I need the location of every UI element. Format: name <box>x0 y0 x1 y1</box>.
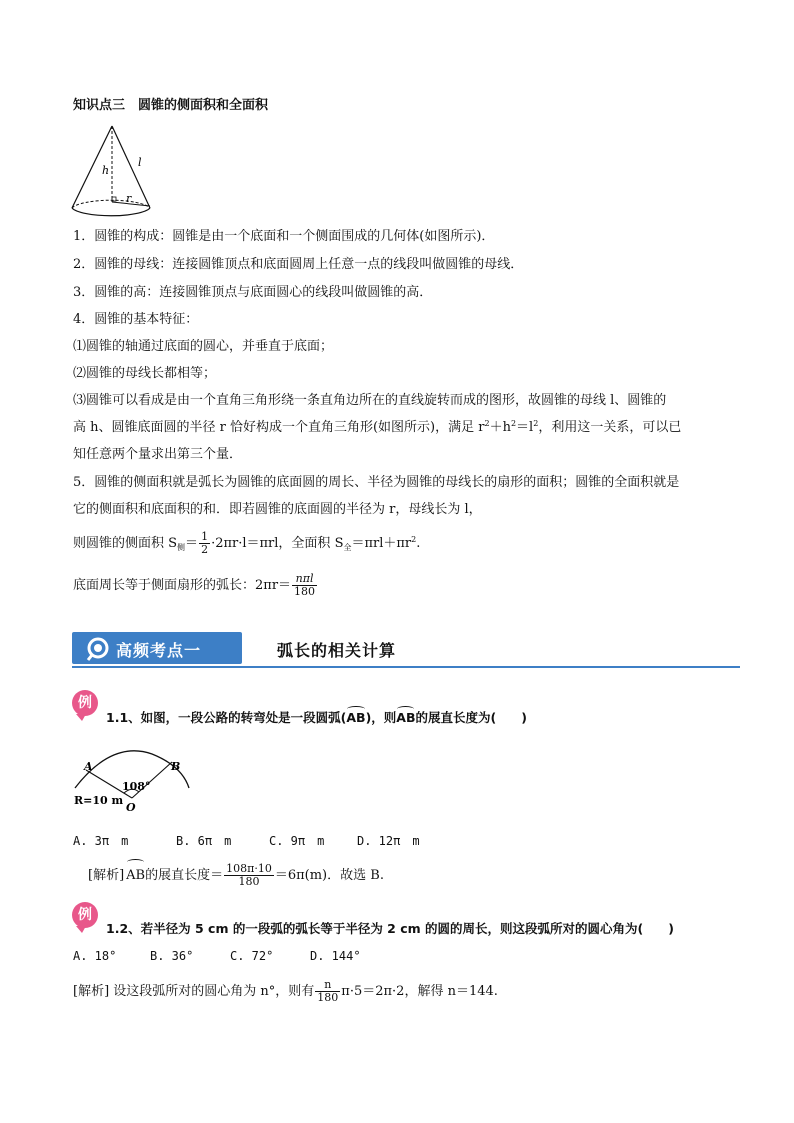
text-run: ＋h <box>489 420 511 435</box>
fraction-denominator: 180 <box>238 875 260 888</box>
banner-divider <box>72 666 740 668</box>
topic-title: 弧长的相关计算 <box>277 641 397 660</box>
arc-length-formula <box>73 572 318 600</box>
cone-base-front <box>72 208 150 216</box>
item-4: 4．圆锥的基本特征： <box>73 312 199 327</box>
example-1-question <box>106 709 527 727</box>
item-4-1: ⑴圆锥的轴通过底面的圆心，并垂直于底面； <box>73 339 334 354</box>
subscript: 侧 <box>177 543 186 552</box>
text-run: 的展直长度＝ <box>145 868 224 883</box>
text-run: ·2πr·l＝πrl，全面积 S <box>211 536 344 551</box>
text-run: ＝πrl＋πr <box>351 536 412 551</box>
example-1-option-d: D. 12π m <box>357 834 420 848</box>
text-run: 1.1、如图，一段公路的转弯处是一段圆弧( <box>106 710 347 725</box>
text-run: 高 h、圆锥底面圆的半径 r 恰好构成一个直角三角形(如图所示)，满足 r <box>73 420 485 435</box>
superscript: 2 <box>510 419 517 428</box>
example-2-option-b: B. 36° <box>150 949 194 963</box>
example-2-solution <box>73 978 498 1006</box>
cone-figure <box>68 122 158 226</box>
example-2-option-a: A. 18° <box>73 949 117 963</box>
item-5-line1: 5．圆锥的侧面积就是弧长为圆锥的底面圆的周长、半径为圆锥的母线长的扇形的面积；圆锥的全面积就是 <box>73 475 680 490</box>
item-1: 1．圆锥的构成：圆锥是由一个底面和一个侧面围成的几何体(如图所示)． <box>73 229 495 244</box>
cone-drawing <box>72 126 150 216</box>
item-2: 2．圆锥的母线：连接圆锥顶点和底面圆周上任意一点的线段叫做圆锥的母线． <box>73 257 524 272</box>
item-5-line2: 它的侧面积和底面积的和．即若圆锥的底面圆的半径为 r，母线长为 l， <box>73 502 482 517</box>
fraction-numerator: nπl <box>292 573 317 586</box>
angle-label: 108° <box>122 780 151 793</box>
text-run: [解析] 设这段弧所对的圆心角为 n°，则有 <box>73 984 315 999</box>
text-run: 2πr＝ <box>255 578 292 593</box>
magnifier-icon <box>86 636 112 662</box>
fraction-denominator: 180 <box>294 585 316 598</box>
text-run: )，则 <box>365 710 397 725</box>
item-4-2: ⑵圆锥的母线长都相等； <box>73 366 217 381</box>
text-run: π·5＝2π·2，解得 n＝144. <box>341 984 498 999</box>
subscript: 全 <box>343 543 352 552</box>
superscript: 2 <box>484 419 490 428</box>
superscript: 2 <box>411 535 417 544</box>
text-run: ＝l <box>516 420 534 435</box>
solution-fraction <box>224 863 274 888</box>
section-heading: 知识点三 圆锥的侧面积和全面积 <box>73 98 269 113</box>
cone-label-l: l <box>138 156 142 169</box>
example-2-option-c: C. 72° <box>230 949 274 963</box>
fraction-half <box>199 531 210 556</box>
cone-base-back <box>72 200 150 208</box>
example-1-option-a: A. 3π m <box>73 834 129 848</box>
text-run: . <box>416 536 421 551</box>
fraction-numerator: 108π·10 <box>226 862 272 875</box>
solution-fraction <box>315 979 340 1004</box>
lateral-area-formula <box>73 530 420 559</box>
fraction-denominator: 2 <box>201 543 209 556</box>
cone-label-r: r <box>126 192 132 205</box>
item-4-3-line3: 知任意两个量求出第三个量． <box>73 447 243 462</box>
cone-label-h: h <box>102 164 110 177</box>
radius-label: R=10 m <box>74 794 124 807</box>
example-badge-1: 例 <box>72 690 98 716</box>
point-B: B <box>171 760 181 773</box>
text-run: 底面周长等于侧面扇形的弧长： <box>73 578 256 593</box>
example-badge-2: 例 <box>72 902 98 928</box>
text-run: ＝ <box>185 536 199 551</box>
item-4-3-line1: ⑶圆锥可以看成是由一个直角三角形绕一条直角边所在的直线旋转而成的图形，故圆锥的母线 l、圆锥的 <box>73 393 667 408</box>
fraction-numerator: 1 <box>201 530 209 543</box>
arc-notation: AB <box>396 710 416 725</box>
fraction-numerator: n <box>315 979 340 992</box>
arc-notation: AB <box>346 710 366 725</box>
fraction-denominator: 180 <box>317 991 339 1004</box>
text-run: 的展直长度为( ) <box>415 710 527 725</box>
item-4-3-line2 <box>73 419 681 438</box>
point-A: A <box>84 760 93 773</box>
arc-notation: AB <box>126 862 145 890</box>
example-2-option-d: D. 144° <box>310 949 361 963</box>
example-1-option-c: C. 9π m <box>269 834 325 848</box>
item-3: 3．圆锥的高：连接圆锥顶点与底面圆心的线段叫做圆锥的高． <box>73 285 433 300</box>
example-1-solution <box>88 862 384 890</box>
fraction-arc-length <box>292 573 317 598</box>
superscript: 2 <box>533 419 539 428</box>
banner-label: 高频考点一 <box>116 641 202 660</box>
point-O: O <box>126 801 136 812</box>
example-1-option-b: B. 6π m <box>176 834 232 848</box>
text-run: 则圆锥的侧面积 S <box>73 536 178 551</box>
example-2-question: 1.2、若半径为 5 cm 的一段弧的弧长等于半径为 2 cm 的圆的周长，则这段弧所对的圆心角为( ) <box>106 921 674 936</box>
text-run: ＝6π(m)．故选 B. <box>274 868 384 883</box>
text-run: [解析] <box>88 868 125 883</box>
road-arc-figure <box>72 750 196 812</box>
text-run: ，利用这一关系，可以已 <box>538 420 682 435</box>
